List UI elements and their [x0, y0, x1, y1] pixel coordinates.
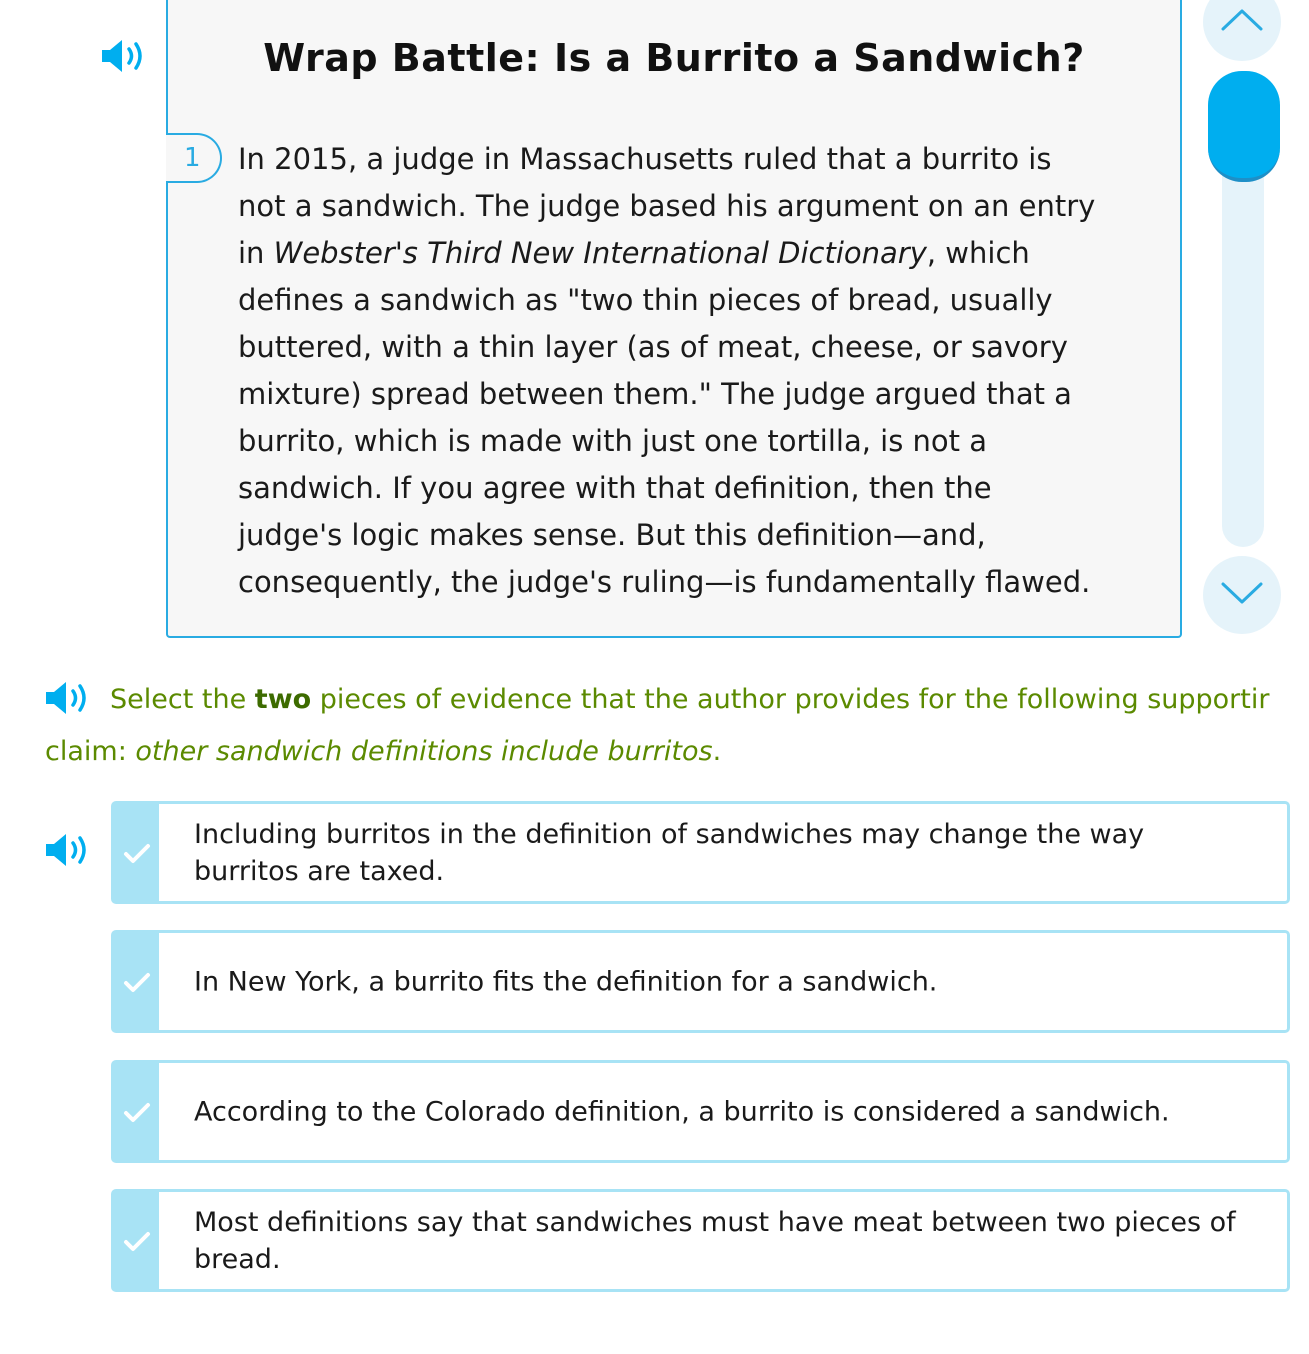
option-text: In New York, a burrito fits the definition for a sandwich. [194, 966, 938, 997]
answer-option-4[interactable] [111, 1189, 1290, 1292]
option-text: According to the Colorado definition, a burrito is considered a sandwich. [194, 1096, 1170, 1127]
speaker-icon [98, 36, 150, 76]
question-text: claim: [45, 736, 136, 767]
dictionary-title: Webster's Third New International Dictionary [273, 236, 927, 270]
paragraph-line: sandwich. If you agree with that definition, then the [238, 471, 992, 505]
paragraph-line: consequently, the judge's ruling—is fundamentally flawed. [238, 565, 1091, 599]
question-line-1 [45, 674, 1309, 726]
chevron-up-icon [1203, 0, 1281, 61]
speaker-icon [42, 830, 94, 870]
line-text: , which [926, 236, 1030, 270]
passage-panel [166, 0, 1182, 638]
answer-option-1[interactable] [111, 801, 1290, 904]
option-text: Including burritos in the definition of sandwiches may change the way burritos are taxed. [194, 818, 1145, 887]
checkmark-icon [122, 841, 152, 865]
scroll-up-button[interactable] [1203, 0, 1281, 61]
scrollbar-thumb[interactable] [1208, 71, 1280, 182]
paragraph-line: judge's logic makes sense. But this definition—and, [238, 518, 986, 552]
paragraph-number: 1 [166, 133, 222, 183]
passage-title: Wrap Battle: Is a Burrito a Sandwich? [263, 36, 1085, 80]
answer-option-2[interactable] [111, 930, 1290, 1033]
paragraph-line [238, 230, 1138, 277]
paragraph-line: not a sandwich. The judge based his argument on an entry [238, 189, 1096, 223]
paragraph-line: mixture) spread between them." The judge argued that a [238, 377, 1072, 411]
option-checkbox[interactable] [114, 1192, 159, 1289]
paragraph-line: buttered, with a thin layer (as of meat, cheese, or savory [238, 330, 1068, 364]
option-text: Most definitions say that sandwiches must have meat between two pieces of bread. [194, 1206, 1236, 1275]
option-checkbox[interactable] [114, 804, 159, 901]
passage-audio-button[interactable] [98, 36, 150, 76]
question-text: pieces of evidence that the author provides for the following supportir [311, 684, 1270, 715]
question-line-2 [45, 726, 1309, 778]
question-emphasis: two [254, 684, 312, 715]
line-text: in [238, 236, 274, 270]
checkmark-icon [122, 970, 152, 994]
chevron-down-icon [1203, 556, 1281, 634]
answer-option-3[interactable] [111, 1060, 1290, 1163]
scroll-down-button[interactable] [1203, 556, 1281, 634]
paragraph-line: burrito, which is made with just one tortilla, is not a [238, 424, 988, 458]
option-checkbox[interactable] [114, 933, 159, 1030]
question-prompt [45, 674, 1309, 778]
question-text: Select the [110, 684, 255, 715]
paragraph-line: defines a sandwich as "two thin pieces of bread, usually [238, 283, 1053, 317]
question-text: . [712, 736, 722, 767]
options-audio-button[interactable] [42, 830, 94, 870]
paragraph-line: In 2015, a judge in Massachusetts ruled that a burrito is [238, 142, 1052, 176]
question-claim: other sandwich definitions include burritos [135, 736, 713, 767]
paragraph-text [238, 136, 1138, 606]
checkmark-icon [122, 1229, 152, 1253]
checkmark-icon [122, 1100, 152, 1124]
option-checkbox[interactable] [114, 1063, 159, 1160]
